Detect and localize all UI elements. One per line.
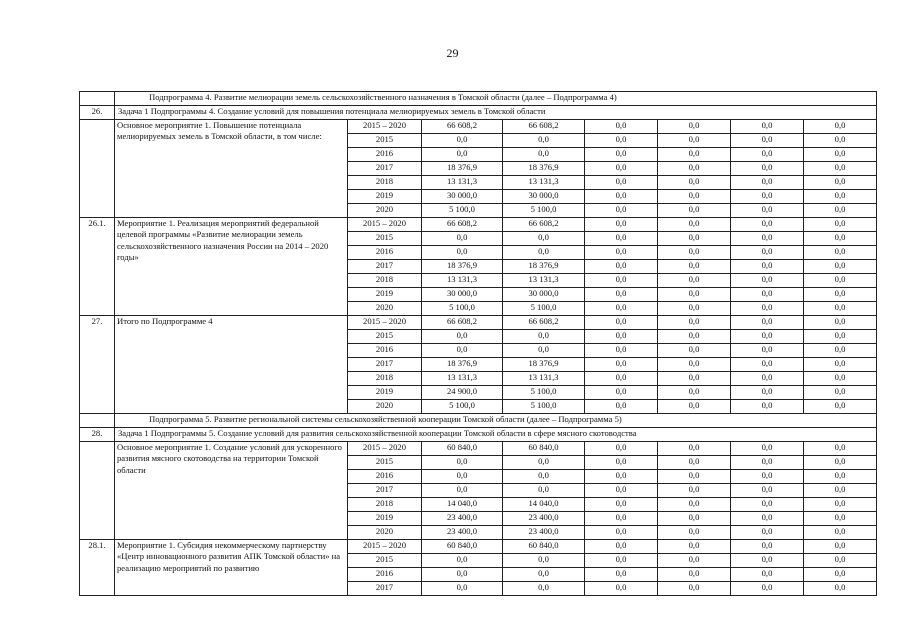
extra-funds-cell: 0,0 — [804, 512, 877, 526]
local-budget-cell: 0,0 — [658, 568, 731, 582]
local-budget-cell: 0,0 — [658, 232, 731, 246]
year-cell: 2016 — [348, 568, 422, 582]
total-amount-cell: 0,0 — [422, 232, 503, 246]
oblast-budget-cell: 66 608,2 — [503, 218, 585, 232]
total-amount-cell: 60 840,0 — [422, 442, 503, 456]
row-number — [80, 92, 115, 106]
row-number — [80, 442, 115, 540]
year-cell: 2015 — [348, 554, 422, 568]
local-budget-cell: 0,0 — [658, 134, 731, 148]
local-budget-cell: 0,0 — [658, 582, 731, 596]
local-budget-cell: 0,0 — [658, 442, 731, 456]
federal-budget-cell: 0,0 — [585, 204, 658, 218]
federal-budget-cell: 0,0 — [585, 162, 658, 176]
total-amount-cell: 5 100,0 — [422, 400, 503, 414]
table-row — [80, 540, 877, 554]
task-title: Задача 1 Подпрограммы 5. Создание условий для развития сельскохозяйственной кооперации Томской области в сфере мясного скотоводства — [115, 428, 877, 442]
extra-funds-cell: 0,0 — [804, 120, 877, 134]
oblast-budget-cell: 14 040,0 — [503, 498, 585, 512]
local-budget-cell: 0,0 — [658, 400, 731, 414]
year-cell: 2019 — [348, 190, 422, 204]
other-sources-cell: 0,0 — [731, 554, 804, 568]
federal-budget-cell: 0,0 — [585, 442, 658, 456]
extra-funds-cell: 0,0 — [804, 260, 877, 274]
other-sources-cell: 0,0 — [731, 218, 804, 232]
oblast-budget-cell: 0,0 — [503, 554, 585, 568]
oblast-budget-cell: 23 400,0 — [503, 526, 585, 540]
year-cell: 2015 — [348, 456, 422, 470]
table-row — [80, 316, 877, 330]
table-row — [80, 218, 877, 232]
year-cell: 2020 — [348, 204, 422, 218]
federal-budget-cell: 0,0 — [585, 372, 658, 386]
other-sources-cell: 0,0 — [731, 498, 804, 512]
extra-funds-cell: 0,0 — [804, 540, 877, 554]
year-cell: 2015 – 2020 — [348, 540, 422, 554]
oblast-budget-cell: 0,0 — [503, 456, 585, 470]
extra-funds-cell: 0,0 — [804, 218, 877, 232]
extra-funds-cell: 0,0 — [804, 274, 877, 288]
extra-funds-cell: 0,0 — [804, 470, 877, 484]
oblast-budget-cell: 13 131,3 — [503, 372, 585, 386]
extra-funds-cell: 0,0 — [804, 358, 877, 372]
total-amount-cell: 5 100,0 — [422, 302, 503, 316]
federal-budget-cell: 0,0 — [585, 470, 658, 484]
local-budget-cell: 0,0 — [658, 344, 731, 358]
year-cell: 2017 — [348, 484, 422, 498]
subprogram-title: Подпрограмма 5. Развитие региональной системы сельскохозяйственной кооперации Томской области (далее – Подпрограмма 5) — [115, 414, 877, 428]
total-amount-cell: 0,0 — [422, 246, 503, 260]
federal-budget-cell: 0,0 — [585, 456, 658, 470]
oblast-budget-cell: 0,0 — [503, 148, 585, 162]
year-cell: 2018 — [348, 176, 422, 190]
year-cell: 2020 — [348, 302, 422, 316]
total-amount-cell: 66 608,2 — [422, 316, 503, 330]
other-sources-cell: 0,0 — [731, 456, 804, 470]
activity-description: Мероприятие 1. Субсидия некоммерческому партнерству «Центр инновационного развития АПК Томской области» на реализацию мероприятий по развитию — [115, 540, 348, 596]
federal-budget-cell: 0,0 — [585, 512, 658, 526]
other-sources-cell: 0,0 — [731, 484, 804, 498]
other-sources-cell: 0,0 — [731, 358, 804, 372]
row-number — [80, 120, 115, 218]
other-sources-cell: 0,0 — [731, 582, 804, 596]
federal-budget-cell: 0,0 — [585, 568, 658, 582]
year-cell: 2018 — [348, 498, 422, 512]
total-amount-cell: 13 131,3 — [422, 176, 503, 190]
extra-funds-cell: 0,0 — [804, 246, 877, 260]
federal-budget-cell: 0,0 — [585, 582, 658, 596]
year-cell: 2015 — [348, 134, 422, 148]
other-sources-cell: 0,0 — [731, 288, 804, 302]
local-budget-cell: 0,0 — [658, 190, 731, 204]
extra-funds-cell: 0,0 — [804, 162, 877, 176]
activity-description: Основное мероприятие 1. Создание условий для ускоренного развития мясного скотоводства на территории Томской области — [115, 442, 348, 540]
federal-budget-cell: 0,0 — [585, 274, 658, 288]
federal-budget-cell: 0,0 — [585, 120, 658, 134]
year-cell: 2017 — [348, 162, 422, 176]
federal-budget-cell: 0,0 — [585, 498, 658, 512]
extra-funds-cell: 0,0 — [804, 442, 877, 456]
activity-description: Основное мероприятие 1. Повышение потенциала мелиорируемых земель в Томской области, в том числе: — [115, 120, 348, 218]
year-cell: 2016 — [348, 470, 422, 484]
total-amount-cell: 0,0 — [422, 134, 503, 148]
year-cell: 2016 — [348, 246, 422, 260]
year-cell: 2016 — [348, 148, 422, 162]
year-cell: 2019 — [348, 288, 422, 302]
local-budget-cell: 0,0 — [658, 358, 731, 372]
total-amount-cell: 0,0 — [422, 148, 503, 162]
extra-funds-cell: 0,0 — [804, 190, 877, 204]
other-sources-cell: 0,0 — [731, 526, 804, 540]
other-sources-cell: 0,0 — [731, 148, 804, 162]
activity-description: Мероприятие 1. Реализация мероприятий федеральной целевой программы «Развитие мелиорации земель сельскохозяйственного назначения России на 2014 – 2020 годы» — [115, 218, 348, 316]
other-sources-cell: 0,0 — [731, 260, 804, 274]
other-sources-cell: 0,0 — [731, 134, 804, 148]
total-amount-cell: 23 400,0 — [422, 512, 503, 526]
extra-funds-cell: 0,0 — [804, 554, 877, 568]
year-cell: 2015 — [348, 232, 422, 246]
extra-funds-cell: 0,0 — [804, 288, 877, 302]
extra-funds-cell: 0,0 — [804, 484, 877, 498]
extra-funds-cell: 0,0 — [804, 456, 877, 470]
oblast-budget-cell: 18 376,9 — [503, 358, 585, 372]
local-budget-cell: 0,0 — [658, 386, 731, 400]
local-budget-cell: 0,0 — [658, 330, 731, 344]
extra-funds-cell: 0,0 — [804, 498, 877, 512]
budget-table — [79, 91, 877, 596]
oblast-budget-cell: 0,0 — [503, 582, 585, 596]
oblast-budget-cell: 0,0 — [503, 246, 585, 260]
other-sources-cell: 0,0 — [731, 400, 804, 414]
federal-budget-cell: 0,0 — [585, 358, 658, 372]
federal-budget-cell: 0,0 — [585, 484, 658, 498]
federal-budget-cell: 0,0 — [585, 148, 658, 162]
year-cell: 2017 — [348, 260, 422, 274]
local-budget-cell: 0,0 — [658, 470, 731, 484]
task-row — [80, 106, 877, 120]
row-number: 28. — [80, 428, 115, 442]
year-cell: 2020 — [348, 526, 422, 540]
federal-budget-cell: 0,0 — [585, 540, 658, 554]
year-cell: 2020 — [348, 400, 422, 414]
oblast-budget-cell: 23 400,0 — [503, 512, 585, 526]
year-cell: 2018 — [348, 274, 422, 288]
extra-funds-cell: 0,0 — [804, 372, 877, 386]
federal-budget-cell: 0,0 — [585, 330, 658, 344]
federal-budget-cell: 0,0 — [585, 190, 658, 204]
total-amount-cell: 0,0 — [422, 456, 503, 470]
other-sources-cell: 0,0 — [731, 568, 804, 582]
local-budget-cell: 0,0 — [658, 246, 731, 260]
total-amount-cell: 0,0 — [422, 470, 503, 484]
local-budget-cell: 0,0 — [658, 120, 731, 134]
other-sources-cell: 0,0 — [731, 274, 804, 288]
other-sources-cell: 0,0 — [731, 540, 804, 554]
page-number: 29 — [446, 46, 459, 60]
extra-funds-cell: 0,0 — [804, 400, 877, 414]
extra-funds-cell: 0,0 — [804, 204, 877, 218]
table-row — [80, 442, 877, 456]
local-budget-cell: 0,0 — [658, 484, 731, 498]
oblast-budget-cell: 0,0 — [503, 568, 585, 582]
oblast-budget-cell: 13 131,3 — [503, 176, 585, 190]
total-amount-cell: 18 376,9 — [422, 260, 503, 274]
task-row — [80, 428, 877, 442]
extra-funds-cell: 0,0 — [804, 316, 877, 330]
year-cell: 2015 – 2020 — [348, 316, 422, 330]
task-title: Задача 1 Подпрограммы 4. Создание условий для повышения потенциала мелиорируемых земель в Томской области — [115, 106, 877, 120]
local-budget-cell: 0,0 — [658, 176, 731, 190]
other-sources-cell: 0,0 — [731, 120, 804, 134]
local-budget-cell: 0,0 — [658, 540, 731, 554]
other-sources-cell: 0,0 — [731, 512, 804, 526]
other-sources-cell: 0,0 — [731, 316, 804, 330]
other-sources-cell: 0,0 — [731, 344, 804, 358]
total-amount-cell: 0,0 — [422, 568, 503, 582]
extra-funds-cell: 0,0 — [804, 134, 877, 148]
total-amount-cell: 60 840,0 — [422, 540, 503, 554]
federal-budget-cell: 0,0 — [585, 260, 658, 274]
federal-budget-cell: 0,0 — [585, 316, 658, 330]
local-budget-cell: 0,0 — [658, 302, 731, 316]
federal-budget-cell: 0,0 — [585, 344, 658, 358]
total-amount-cell: 24 900,0 — [422, 386, 503, 400]
total-amount-cell: 30 000,0 — [422, 288, 503, 302]
year-cell: 2015 – 2020 — [348, 442, 422, 456]
subprogram-header-row — [80, 92, 877, 106]
federal-budget-cell: 0,0 — [585, 526, 658, 540]
oblast-budget-cell: 30 000,0 — [503, 190, 585, 204]
subprogram-header-row — [80, 414, 877, 428]
federal-budget-cell: 0,0 — [585, 176, 658, 190]
oblast-budget-cell: 0,0 — [503, 470, 585, 484]
oblast-budget-cell: 13 131,3 — [503, 274, 585, 288]
local-budget-cell: 0,0 — [658, 274, 731, 288]
local-budget-cell: 0,0 — [658, 218, 731, 232]
total-amount-cell: 66 608,2 — [422, 120, 503, 134]
other-sources-cell: 0,0 — [731, 190, 804, 204]
total-amount-cell: 0,0 — [422, 484, 503, 498]
local-budget-cell: 0,0 — [658, 526, 731, 540]
oblast-budget-cell: 18 376,9 — [503, 260, 585, 274]
local-budget-cell: 0,0 — [658, 498, 731, 512]
total-amount-cell: 18 376,9 — [422, 162, 503, 176]
federal-budget-cell: 0,0 — [585, 386, 658, 400]
federal-budget-cell: 0,0 — [585, 246, 658, 260]
local-budget-cell: 0,0 — [658, 456, 731, 470]
extra-funds-cell: 0,0 — [804, 568, 877, 582]
total-amount-cell: 0,0 — [422, 330, 503, 344]
oblast-budget-cell: 5 100,0 — [503, 400, 585, 414]
oblast-budget-cell: 66 608,2 — [503, 120, 585, 134]
extra-funds-cell: 0,0 — [804, 148, 877, 162]
local-budget-cell: 0,0 — [658, 512, 731, 526]
year-cell: 2015 – 2020 — [348, 120, 422, 134]
subprogram-title: Подпрограмма 4. Развитие мелиорации земель сельскохозяйственного назначения в Томской области (далее – Подпрограмма 4) — [115, 92, 877, 106]
extra-funds-cell: 0,0 — [804, 302, 877, 316]
extra-funds-cell: 0,0 — [804, 526, 877, 540]
extra-funds-cell: 0,0 — [804, 386, 877, 400]
year-cell: 2015 — [348, 330, 422, 344]
total-amount-cell: 0,0 — [422, 344, 503, 358]
total-amount-cell: 14 040,0 — [422, 498, 503, 512]
federal-budget-cell: 0,0 — [585, 134, 658, 148]
oblast-budget-cell: 0,0 — [503, 484, 585, 498]
oblast-budget-cell: 30 000,0 — [503, 288, 585, 302]
other-sources-cell: 0,0 — [731, 442, 804, 456]
extra-funds-cell: 0,0 — [804, 176, 877, 190]
other-sources-cell: 0,0 — [731, 302, 804, 316]
oblast-budget-cell: 18 376,9 — [503, 162, 585, 176]
federal-budget-cell: 0,0 — [585, 288, 658, 302]
local-budget-cell: 0,0 — [658, 316, 731, 330]
local-budget-cell: 0,0 — [658, 288, 731, 302]
year-cell: 2017 — [348, 358, 422, 372]
table-row — [80, 120, 877, 134]
year-cell: 2018 — [348, 372, 422, 386]
year-cell: 2017 — [348, 582, 422, 596]
oblast-budget-cell: 0,0 — [503, 344, 585, 358]
row-number: 27. — [80, 316, 115, 414]
year-cell: 2015 – 2020 — [348, 218, 422, 232]
local-budget-cell: 0,0 — [658, 148, 731, 162]
other-sources-cell: 0,0 — [731, 176, 804, 190]
local-budget-cell: 0,0 — [658, 260, 731, 274]
oblast-budget-cell: 60 840,0 — [503, 442, 585, 456]
total-amount-cell: 0,0 — [422, 554, 503, 568]
oblast-budget-cell: 66 608,2 — [503, 316, 585, 330]
oblast-budget-cell: 0,0 — [503, 134, 585, 148]
local-budget-cell: 0,0 — [658, 372, 731, 386]
other-sources-cell: 0,0 — [731, 330, 804, 344]
other-sources-cell: 0,0 — [731, 246, 804, 260]
year-cell: 2016 — [348, 344, 422, 358]
total-amount-cell: 66 608,2 — [422, 218, 503, 232]
extra-funds-cell: 0,0 — [804, 582, 877, 596]
extra-funds-cell: 0,0 — [804, 330, 877, 344]
extra-funds-cell: 0,0 — [804, 232, 877, 246]
row-number: 26.1. — [80, 218, 115, 316]
oblast-budget-cell: 0,0 — [503, 330, 585, 344]
total-amount-cell: 0,0 — [422, 582, 503, 596]
total-amount-cell: 18 376,9 — [422, 358, 503, 372]
total-amount-cell: 13 131,3 — [422, 372, 503, 386]
oblast-budget-cell: 0,0 — [503, 232, 585, 246]
local-budget-cell: 0,0 — [658, 162, 731, 176]
oblast-budget-cell: 5 100,0 — [503, 386, 585, 400]
total-amount-cell: 13 131,3 — [422, 274, 503, 288]
other-sources-cell: 0,0 — [731, 470, 804, 484]
activity-description: Итого по Подпрограмме 4 — [115, 316, 348, 414]
local-budget-cell: 0,0 — [658, 204, 731, 218]
year-cell: 2019 — [348, 386, 422, 400]
row-number — [80, 414, 115, 428]
federal-budget-cell: 0,0 — [585, 400, 658, 414]
other-sources-cell: 0,0 — [731, 386, 804, 400]
year-cell: 2019 — [348, 512, 422, 526]
other-sources-cell: 0,0 — [731, 162, 804, 176]
total-amount-cell: 5 100,0 — [422, 204, 503, 218]
row-number: 28.1. — [80, 540, 115, 596]
federal-budget-cell: 0,0 — [585, 218, 658, 232]
row-number: 26. — [80, 106, 115, 120]
federal-budget-cell: 0,0 — [585, 554, 658, 568]
other-sources-cell: 0,0 — [731, 204, 804, 218]
oblast-budget-cell: 5 100,0 — [503, 204, 585, 218]
federal-budget-cell: 0,0 — [585, 232, 658, 246]
oblast-budget-cell: 60 840,0 — [503, 540, 585, 554]
total-amount-cell: 23 400,0 — [422, 526, 503, 540]
local-budget-cell: 0,0 — [658, 554, 731, 568]
extra-funds-cell: 0,0 — [804, 344, 877, 358]
federal-budget-cell: 0,0 — [585, 302, 658, 316]
oblast-budget-cell: 5 100,0 — [503, 302, 585, 316]
other-sources-cell: 0,0 — [731, 232, 804, 246]
other-sources-cell: 0,0 — [731, 372, 804, 386]
total-amount-cell: 30 000,0 — [422, 190, 503, 204]
